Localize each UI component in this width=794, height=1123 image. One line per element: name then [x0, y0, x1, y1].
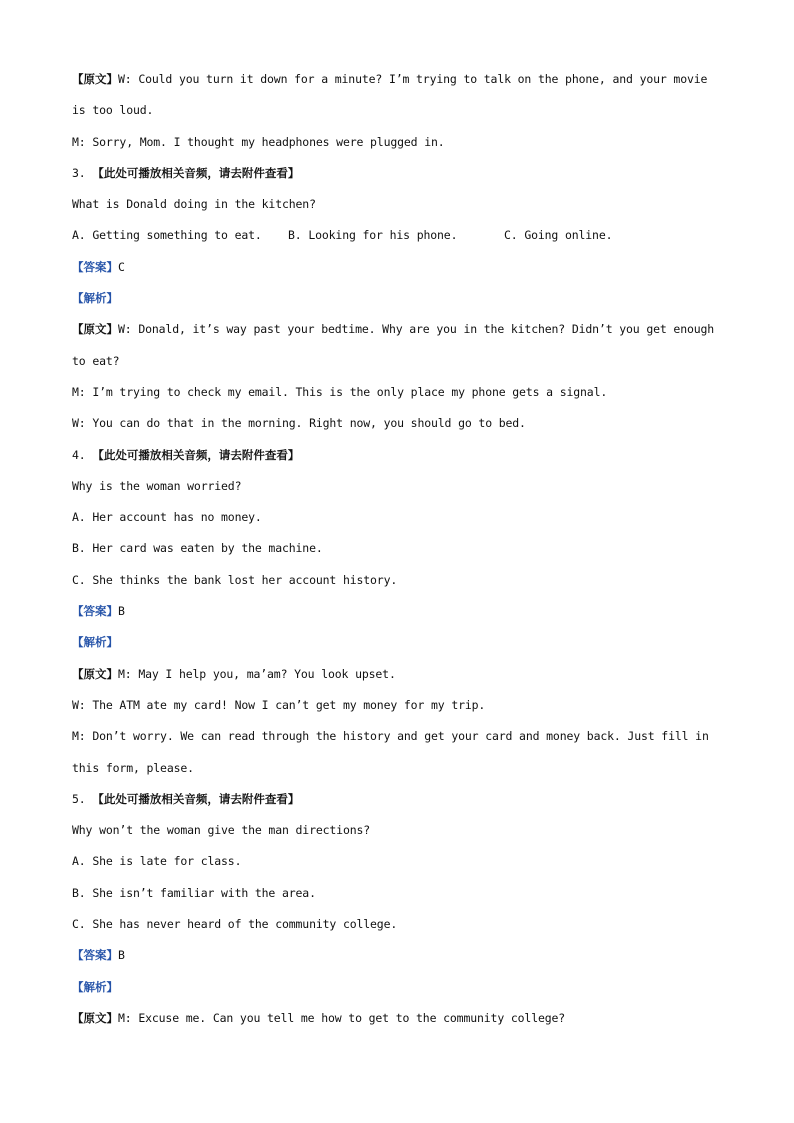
- analysis-line: [72, 972, 732, 1003]
- transcript-line: M: I’m trying to check my email. This is the only place my phone gets a signal.: [72, 384, 608, 399]
- answer-label: 【答案】: [72, 259, 118, 274]
- question-header: [72, 440, 732, 471]
- option-a: A. She is late for class.: [72, 854, 242, 869]
- question-header: [72, 158, 732, 189]
- answer-line: [72, 252, 732, 283]
- answer-label: 【答案】: [72, 948, 118, 963]
- question-number: 3.: [72, 165, 86, 180]
- answer-label: 【答案】: [72, 604, 118, 619]
- transcript-line: M: Sorry, Mom. I thought my headphones were plugged in.: [72, 134, 445, 149]
- answer-value: B: [118, 604, 125, 619]
- question-number: 5.: [72, 791, 86, 806]
- transcript-line: W: You can do that in the morning. Right now, you should go to bed.: [72, 416, 526, 431]
- transcript-line: M: Don’t worry. We can read through the history and get your card and money back. Just fill in: [72, 729, 709, 744]
- answer-value: B: [118, 948, 125, 963]
- yuanwen-label: 【原文】: [72, 322, 118, 337]
- option-c: C. She thinks the bank lost her account history.: [72, 572, 398, 587]
- question-text: Why won’t the woman give the man directions?: [72, 823, 371, 838]
- options-row: [72, 220, 732, 251]
- analysis-line: [72, 627, 732, 658]
- option-c: C. She has never heard of the community college.: [72, 917, 398, 932]
- answer-line: [72, 596, 732, 627]
- option-c: C. Going online.: [504, 228, 613, 243]
- transcript-line: 【原文】W: Could you turn it down for a minute? I’m trying to talk on the phone, and your movie: [72, 72, 708, 86]
- analysis-label: 【解析】: [72, 979, 118, 994]
- option-b: B. Her card was eaten by the machine.: [72, 541, 323, 556]
- transcript-line: this form, please.: [72, 760, 194, 775]
- transcript-line: W: The ATM ate my card! Now I can’t get my money for my trip.: [72, 697, 486, 712]
- transcript-line: 【原文】W: Donald, it’s way past your bedtime. Why are you in the kitchen? Didn’t you get enough: [72, 322, 715, 337]
- transcript-line: is too loud.: [72, 103, 154, 118]
- question-number: 4.: [72, 447, 86, 462]
- option-a: A. Getting something to eat.: [72, 228, 262, 243]
- option-b: B. Looking for his phone.: [288, 228, 458, 243]
- analysis-label: 【解析】: [72, 291, 118, 306]
- question-text: Why is the woman worried?: [72, 478, 242, 493]
- answer-line: [72, 940, 732, 971]
- option-a: A. Her account has no money.: [72, 510, 262, 525]
- transcript-line: to eat?: [72, 353, 120, 368]
- analysis-line: [72, 283, 732, 314]
- option-b: B. She isn’t familiar with the area.: [72, 885, 316, 900]
- answer-value: C: [118, 259, 125, 274]
- yuanwen-label: 【原文】: [72, 72, 118, 86]
- yuanwen-label: 【原文】: [72, 666, 118, 681]
- question-header: [72, 784, 732, 815]
- audio-note[interactable]: 【此处可播放相关音频，请去附件查看】: [92, 447, 300, 462]
- transcript-line: 【原文】M: May I help you, ma’am? You look upset.: [72, 666, 396, 681]
- audio-note[interactable]: 【此处可播放相关音频，请去附件查看】: [92, 165, 300, 180]
- audio-note[interactable]: 【此处可播放相关音频，请去附件查看】: [92, 791, 300, 806]
- analysis-label: 【解析】: [72, 635, 118, 650]
- document-page: [72, 64, 732, 1034]
- yuanwen-label: 【原文】: [72, 1010, 118, 1025]
- transcript-line: 【原文】M: Excuse me. Can you tell me how to get to the community college?: [72, 1010, 566, 1025]
- question-text: What is Donald doing in the kitchen?: [72, 197, 316, 212]
